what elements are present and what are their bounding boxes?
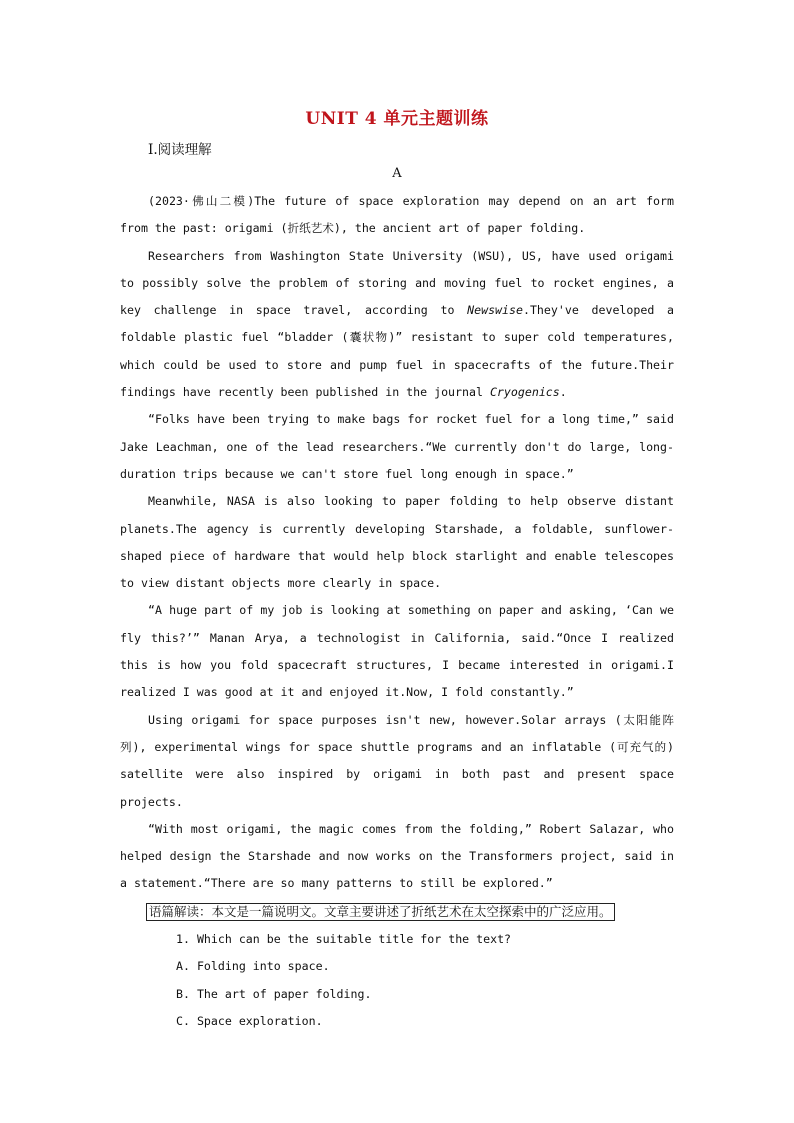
- section-heading: Ⅰ.阅读理解: [148, 142, 212, 158]
- paragraph-6: Using origami for space purposes isn't new, however.Solar arrays (太阳能阵列), experimental wings for space shuttle programs and an inflatable (可充气的) satellite were also inspired by origami in both past and present space projects.: [120, 712, 674, 809]
- source-newswise: Newswise: [467, 303, 523, 318]
- paragraph-3: “Folks have been trying to make bags for rocket fuel for a long time,” said Jake Leachman, one of the lead researchers.“We currently don't do large, long-duration trips because we can't store fuel long enough in space.”: [120, 412, 674, 481]
- journal-cryogenics: Cryogenics: [489, 385, 560, 400]
- option-b: B. The art of paper folding.: [176, 986, 372, 1001]
- paragraph-5: “A huge part of my job is looking at something on paper and asking, ‘Can we fly this?’” Manan Arya, a technologist in California, said.“Once I realized this is how you fold spacecraft structures, I became interested in origami.I realized I was good at it and enjoyed it.Now, I fold constantly.”: [120, 603, 674, 700]
- article-body: [120, 188, 674, 1035]
- paragraph-4: Meanwhile, NASA is also looking to paper folding to help observe distant planets.The agency is currently developing Starshade, a foldable, sunflower-shaped piece of hardware that would help block starlight and enable telescopes to view distant objects more clearly in space.: [120, 494, 674, 591]
- paragraph-1: (2023·佛山二模)The future of space exploration may depend on an art form from the past: origami (折纸艺术), the ancient art of paper folding.: [120, 194, 674, 236]
- subsection-heading: A: [392, 166, 402, 181]
- page-title: UNIT 4 单元主题训练: [305, 109, 489, 129]
- option-c: C. Space exploration.: [176, 1013, 323, 1028]
- passage-summary-box: 语篇解读：本文是一篇说明文。文章主要讲述了折纸艺术在太空探索中的广泛应用。: [146, 903, 615, 921]
- question-stem: 1. Which can be the suitable title for the text?: [176, 932, 512, 947]
- option-a: A. Folding into space.: [176, 959, 330, 974]
- paragraph-2: Researchers from Washington State University (WSU), US, have used origami to possibly solve the problem of storing and moving fuel to rocket engines, a key challenge in space travel, according to Newswise.They've developed a foldable plastic fuel “bladder (囊状物)” resistant to super cold temperatures, which could be used to store and pump fuel in spacecrafts of the future.Their findings have recently been published in the journal Cryogenics.: [120, 248, 674, 400]
- paragraph-7: “With most origami, the magic comes from the folding,” Robert Salazar, who helped design the Starshade and now works on the Transformers project, said in a statement.“There are so many patterns to still be explored.”: [120, 821, 674, 891]
